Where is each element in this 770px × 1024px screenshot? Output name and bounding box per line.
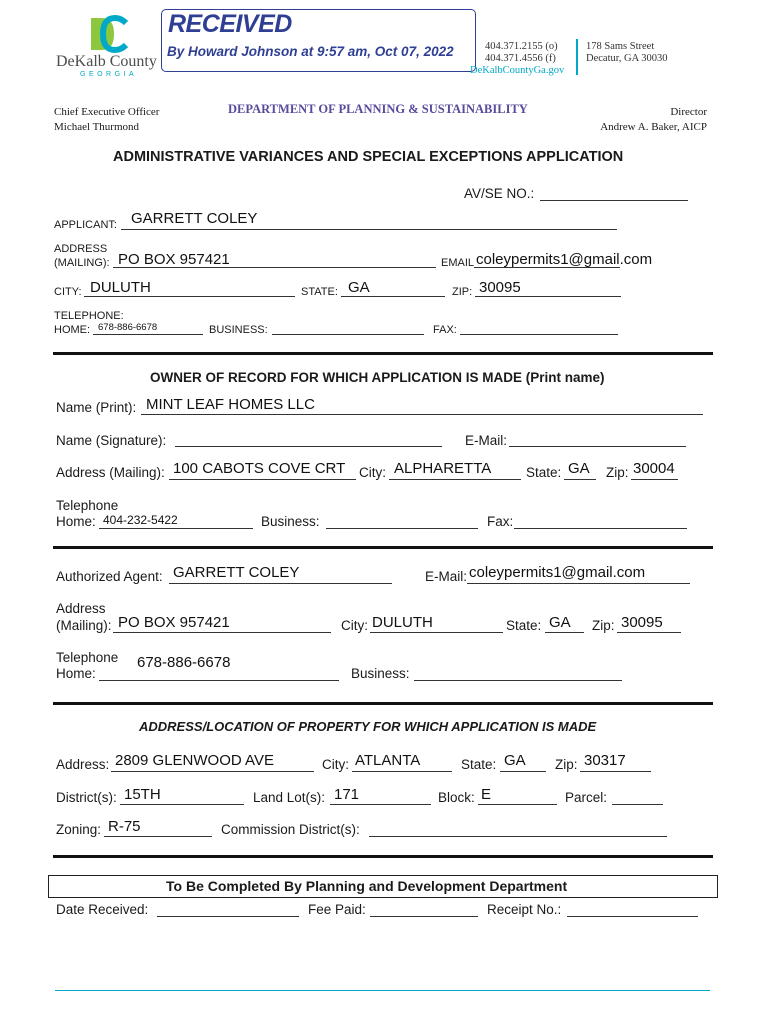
stamp-title: RECEIVED	[168, 10, 292, 38]
agent-address-label-2: (Mailing):	[56, 618, 112, 633]
section-divider-4	[53, 855, 713, 858]
applicant-state-value: GA	[348, 279, 370, 296]
business-label: BUSINESS:	[209, 324, 268, 336]
phone-fax: 404.371.4556 (f)	[485, 53, 556, 64]
applicant-city-value: DULUTH	[90, 279, 151, 296]
agent-home-field[interactable]	[99, 680, 339, 681]
owner-fax-field[interactable]	[514, 528, 687, 529]
fax-label: FAX:	[433, 324, 457, 336]
applicant-email-value: coleypermits1@gmail.com	[476, 251, 653, 268]
owner-signature-field[interactable]	[175, 446, 442, 447]
district-label: District(s):	[56, 790, 117, 805]
district-field[interactable]	[120, 804, 244, 805]
landlot-value: 171	[334, 786, 360, 803]
agent-email-value: coleypermits1@gmail.com	[469, 564, 646, 581]
owner-name-field[interactable]	[141, 414, 703, 415]
property-city-label: City:	[322, 757, 349, 772]
agent-city-value: DULUTH	[372, 614, 433, 631]
address-label-1: ADDRESS	[54, 243, 108, 255]
applicant-business-field[interactable]	[272, 334, 424, 335]
agent-email-label: E-Mail:	[425, 569, 468, 584]
applicant-address-value: PO BOX 957421	[118, 251, 230, 268]
owner-telephone-label: Telephone	[56, 498, 119, 513]
logo-mark	[88, 14, 128, 54]
landlot-label: Land Lot(s):	[253, 790, 326, 805]
receipt-label: Receipt No.:	[487, 902, 562, 917]
applicant-fax-field[interactable]	[460, 334, 618, 335]
zoning-field[interactable]	[104, 836, 212, 837]
fee-paid-field[interactable]	[370, 916, 478, 917]
zoning-value: R-75	[108, 818, 141, 835]
agent-city-field[interactable]	[370, 632, 503, 633]
agent-state-label: State:	[506, 618, 542, 633]
property-address-label: Address:	[56, 757, 110, 772]
owner-zip-label: Zip:	[606, 465, 629, 480]
agent-value: GARRETT COLEY	[173, 564, 300, 581]
property-city-field[interactable]	[352, 771, 452, 772]
owner-address-field[interactable]	[169, 479, 356, 480]
property-zip-label: Zip:	[555, 757, 578, 772]
property-address-field[interactable]	[111, 771, 314, 772]
owner-state-field[interactable]	[564, 479, 596, 480]
applicant-zip-field[interactable]	[475, 296, 621, 297]
block-field[interactable]	[478, 804, 557, 805]
footer-rule	[55, 990, 710, 991]
owner-address-label: Address (Mailing):	[56, 465, 165, 480]
stamp-subtitle: By Howard Johnson at 9:57 am, Oct 07, 2022	[167, 44, 454, 59]
logo-name: DeKalb County	[56, 53, 157, 70]
agent-email-field[interactable]	[467, 583, 690, 584]
property-state-field[interactable]	[500, 771, 546, 772]
owner-state-value: GA	[568, 460, 590, 477]
landlot-field[interactable]	[330, 804, 431, 805]
property-address-value: 2809 GLENWOOD AVE	[115, 752, 274, 769]
address-label-2: (MAILING):	[54, 257, 110, 269]
property-city-value: ATLANTA	[355, 752, 421, 769]
phone-office: 404.371.2155 (o)	[485, 41, 558, 52]
owner-address-value: 100 CABOTS COVE CRT	[173, 460, 346, 477]
parcel-field[interactable]	[612, 804, 663, 805]
applicant-state-field[interactable]	[341, 296, 445, 297]
parcel-label: Parcel:	[565, 790, 608, 805]
zoning-label: Zoning:	[56, 822, 102, 837]
street-address: 178 Sams Street	[586, 41, 655, 52]
owner-name-label: Name (Print):	[56, 400, 137, 415]
block-value: E	[481, 786, 492, 803]
agent-label: Authorized Agent:	[56, 569, 163, 584]
zip-label: ZIP:	[452, 286, 473, 298]
applicant-field[interactable]	[121, 229, 617, 230]
owner-business-label: Business:	[261, 514, 320, 529]
applicant-zip-value: 30095	[479, 279, 521, 296]
agent-field[interactable]	[169, 583, 392, 584]
property-heading: ADDRESS/LOCATION OF PROPERTY FOR WHICH APPLICATION IS MADE	[139, 719, 597, 734]
agent-home-label: Home:	[56, 666, 96, 681]
agent-zip-field[interactable]	[617, 632, 681, 633]
date-received-field[interactable]	[157, 916, 299, 917]
applicant-label: APPLICANT:	[54, 219, 117, 231]
telephone-label: TELEPHONE:	[54, 310, 124, 322]
applicant-email-label: EMAIL	[441, 257, 475, 269]
owner-signature-label: Name (Signature):	[56, 433, 167, 448]
owner-home-value: 404-232-5422	[103, 513, 178, 527]
office-heading: To Be Completed By Planning and Development Department	[166, 878, 568, 894]
contact-divider	[576, 39, 578, 75]
website-link[interactable]: DeKalbCountyGa.gov	[470, 65, 565, 76]
applicant-home-value: 678-886-6678	[98, 322, 158, 333]
owner-zip-field[interactable]	[631, 479, 678, 480]
ceo-name: Michael Thurmond	[54, 121, 140, 133]
agent-city-label: City:	[341, 618, 368, 633]
date-received-label: Date Received:	[56, 902, 149, 917]
section-divider-1	[53, 352, 713, 355]
applicant-home-field[interactable]	[93, 334, 203, 335]
owner-state-label: State:	[526, 465, 562, 480]
owner-zip-value: 30004	[633, 460, 675, 477]
agent-state-value: GA	[549, 614, 571, 631]
agent-zip-value: 30095	[621, 614, 663, 631]
owner-home-field[interactable]	[99, 528, 253, 529]
home-label: HOME:	[54, 324, 91, 336]
ceo-title: Chief Executive Officer	[54, 106, 160, 118]
agent-business-label: Business:	[351, 666, 410, 681]
director-title: Director	[670, 106, 707, 118]
applicant-value: GARRETT COLEY	[131, 210, 258, 227]
owner-city-field[interactable]	[389, 479, 521, 480]
applicant-city-field[interactable]	[84, 296, 295, 297]
form-title: ADMINISTRATIVE VARIANCES AND SPECIAL EXCEPTIONS APPLICATION	[113, 149, 624, 165]
property-zip-value: 30317	[584, 752, 626, 769]
owner-city-label: City:	[359, 465, 386, 480]
owner-home-label: Home:	[56, 514, 96, 529]
avse-field[interactable]	[540, 200, 688, 201]
owner-email-label: E-Mail:	[465, 433, 508, 448]
district-value: 15TH	[124, 786, 161, 803]
section-divider-3	[53, 702, 713, 705]
owner-fax-label: Fax:	[487, 514, 514, 529]
section-divider-2	[53, 546, 713, 549]
logo-dc-icon	[88, 14, 128, 54]
agent-home-value: 678-886-6678	[137, 654, 231, 671]
owner-email-field[interactable]	[509, 446, 686, 447]
property-state-label: State:	[461, 757, 497, 772]
city-address: Decatur, GA 30030	[586, 53, 668, 64]
director-name: Andrew A. Baker, AICP	[600, 121, 707, 133]
commission-field[interactable]	[369, 836, 667, 837]
avse-label: AV/SE NO.:	[464, 186, 535, 201]
owner-city-value: ALPHARETTA	[394, 460, 492, 477]
owner-heading: OWNER OF RECORD FOR WHICH APPLICATION IS MADE (Print name)	[150, 370, 605, 385]
agent-address-value: PO BOX 957421	[118, 614, 230, 631]
department-name: DEPARTMENT OF PLANNING & SUSTAINABILITY	[228, 102, 528, 116]
owner-name-value: MINT LEAF HOMES LLC	[146, 396, 315, 413]
agent-state-field[interactable]	[545, 632, 584, 633]
state-label: STATE:	[301, 286, 338, 298]
agent-address-label-1: Address	[56, 601, 106, 616]
property-zip-field[interactable]	[580, 771, 651, 772]
agent-zip-label: Zip:	[592, 618, 615, 633]
receipt-field[interactable]	[567, 916, 698, 917]
fee-paid-label: Fee Paid:	[308, 902, 366, 917]
agent-business-field[interactable]	[414, 680, 622, 681]
owner-business-field[interactable]	[326, 528, 478, 529]
property-state-value: GA	[504, 752, 526, 769]
agent-telephone-label: Telephone	[56, 650, 119, 665]
logo-sub: GEORGIA	[80, 71, 138, 78]
commission-label: Commission District(s):	[221, 822, 360, 837]
agent-address-field[interactable]	[113, 632, 331, 633]
block-label: Block:	[438, 790, 475, 805]
city-label: CITY:	[54, 286, 82, 298]
